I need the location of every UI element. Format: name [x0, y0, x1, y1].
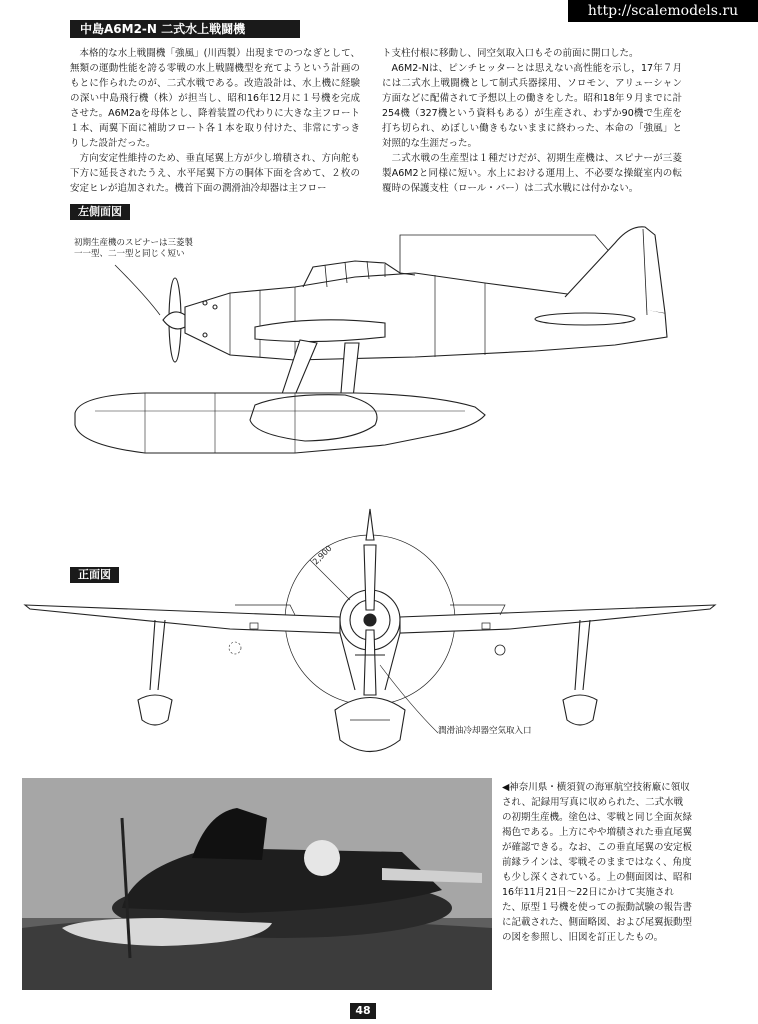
section-label-side-view: 左側面図 [70, 204, 130, 220]
section-label-front-view: 正面図 [70, 567, 119, 583]
photo-caption: ◀神奈川県・横須賀の海軍航空技術廠に領収され、記録用写真に収められた、二式水戦の初期生産機。塗色は、零戦と同じ全面灰緑褐色である。上方にやや増積された垂直尾翼が確認できる。なお、この垂直尾翼の安定板前縁ラインは、零戦そのままではなく、角度も少し深くされている。上の側面図は、昭和16年11月21日〜22日にかけて実施された、原型１号機を使っての振動試験の報告書に記載された、側面略図、および尾翼振動型の図を参照し、旧図を訂正したもの。 [502, 782, 693, 943]
body-paragraph: 二式水戦の生産型は１種だけだが、初期生産機は、スピナーが三菱製A6M2と同様に短い。水上における運用上、不必要な操縦室内の転覆時の保護支柱（ロール・バー）は二式水戦には付かない。 [382, 153, 682, 194]
callout-line: 初期生産機のスピナーは三菱製 [74, 238, 194, 248]
side-view-drawing [55, 215, 685, 470]
page-number: 48 [350, 1003, 376, 1019]
oil-cooler-intake-callout: 潤滑油冷却器空気取入口 [438, 726, 532, 736]
aircraft-photo [22, 778, 492, 990]
body-paragraph: ト支柱付根に移動し、同空気取入口もその前面に開口した。 [382, 48, 639, 59]
front-view-drawing [20, 505, 720, 770]
callout-line: 一一型、二一型と同じく短い [74, 249, 185, 259]
aircraft-photo-image [22, 778, 492, 990]
body-text-left [70, 46, 360, 196]
body-text-right [382, 46, 682, 196]
body-paragraph: 方向安定性維持のため、垂直尾翼上方が少し増積され、方向舵も下方に延長されたうえ、水平尾翼下方の胴体下面を含めて、２枚の安定ヒレが追加された。機首下面の潤滑油冷却器は主フロー [70, 153, 360, 194]
dimension-label: 2,900 [311, 543, 334, 567]
page-title: 中島A6M2-N 二式水上戦闘機 [70, 20, 300, 38]
watermark: http://scalemodels.ru [568, 0, 758, 22]
body-paragraph: A6M2-Nは、ピンチヒッターとは思えない高性能を示し，17年７月には二式水上戦闘機として制式兵器採用、ソロモン、アリューシャン方面などに配備されて予想以上の働きをした。昭和18年９月までに計254機（327機という資料もある）が生産され、わずか90機で生産を打ち切られ、めぼしい働きもないままに終わった、本命の「強風」と対照的な生涯だった。 [382, 63, 682, 149]
body-paragraph: 本格的な水上戦闘機「強風」(川西製）出現までのつなぎとして、無類の運動性能を誇る零戦の水上戦闘機型を充てようという計画のもとに作られたのが、二式水戦である。改造設計は、水上機に経験の深い中島飛行機（株）が担当し、昭和16年12月に１号機を完成させた。A6M2aを母体とし、降着装置の代わりに大きな主フロート１本、両翼下面に補助フロート各１本を取り付けた、非常にすっきりした設計だった。 [70, 48, 360, 149]
